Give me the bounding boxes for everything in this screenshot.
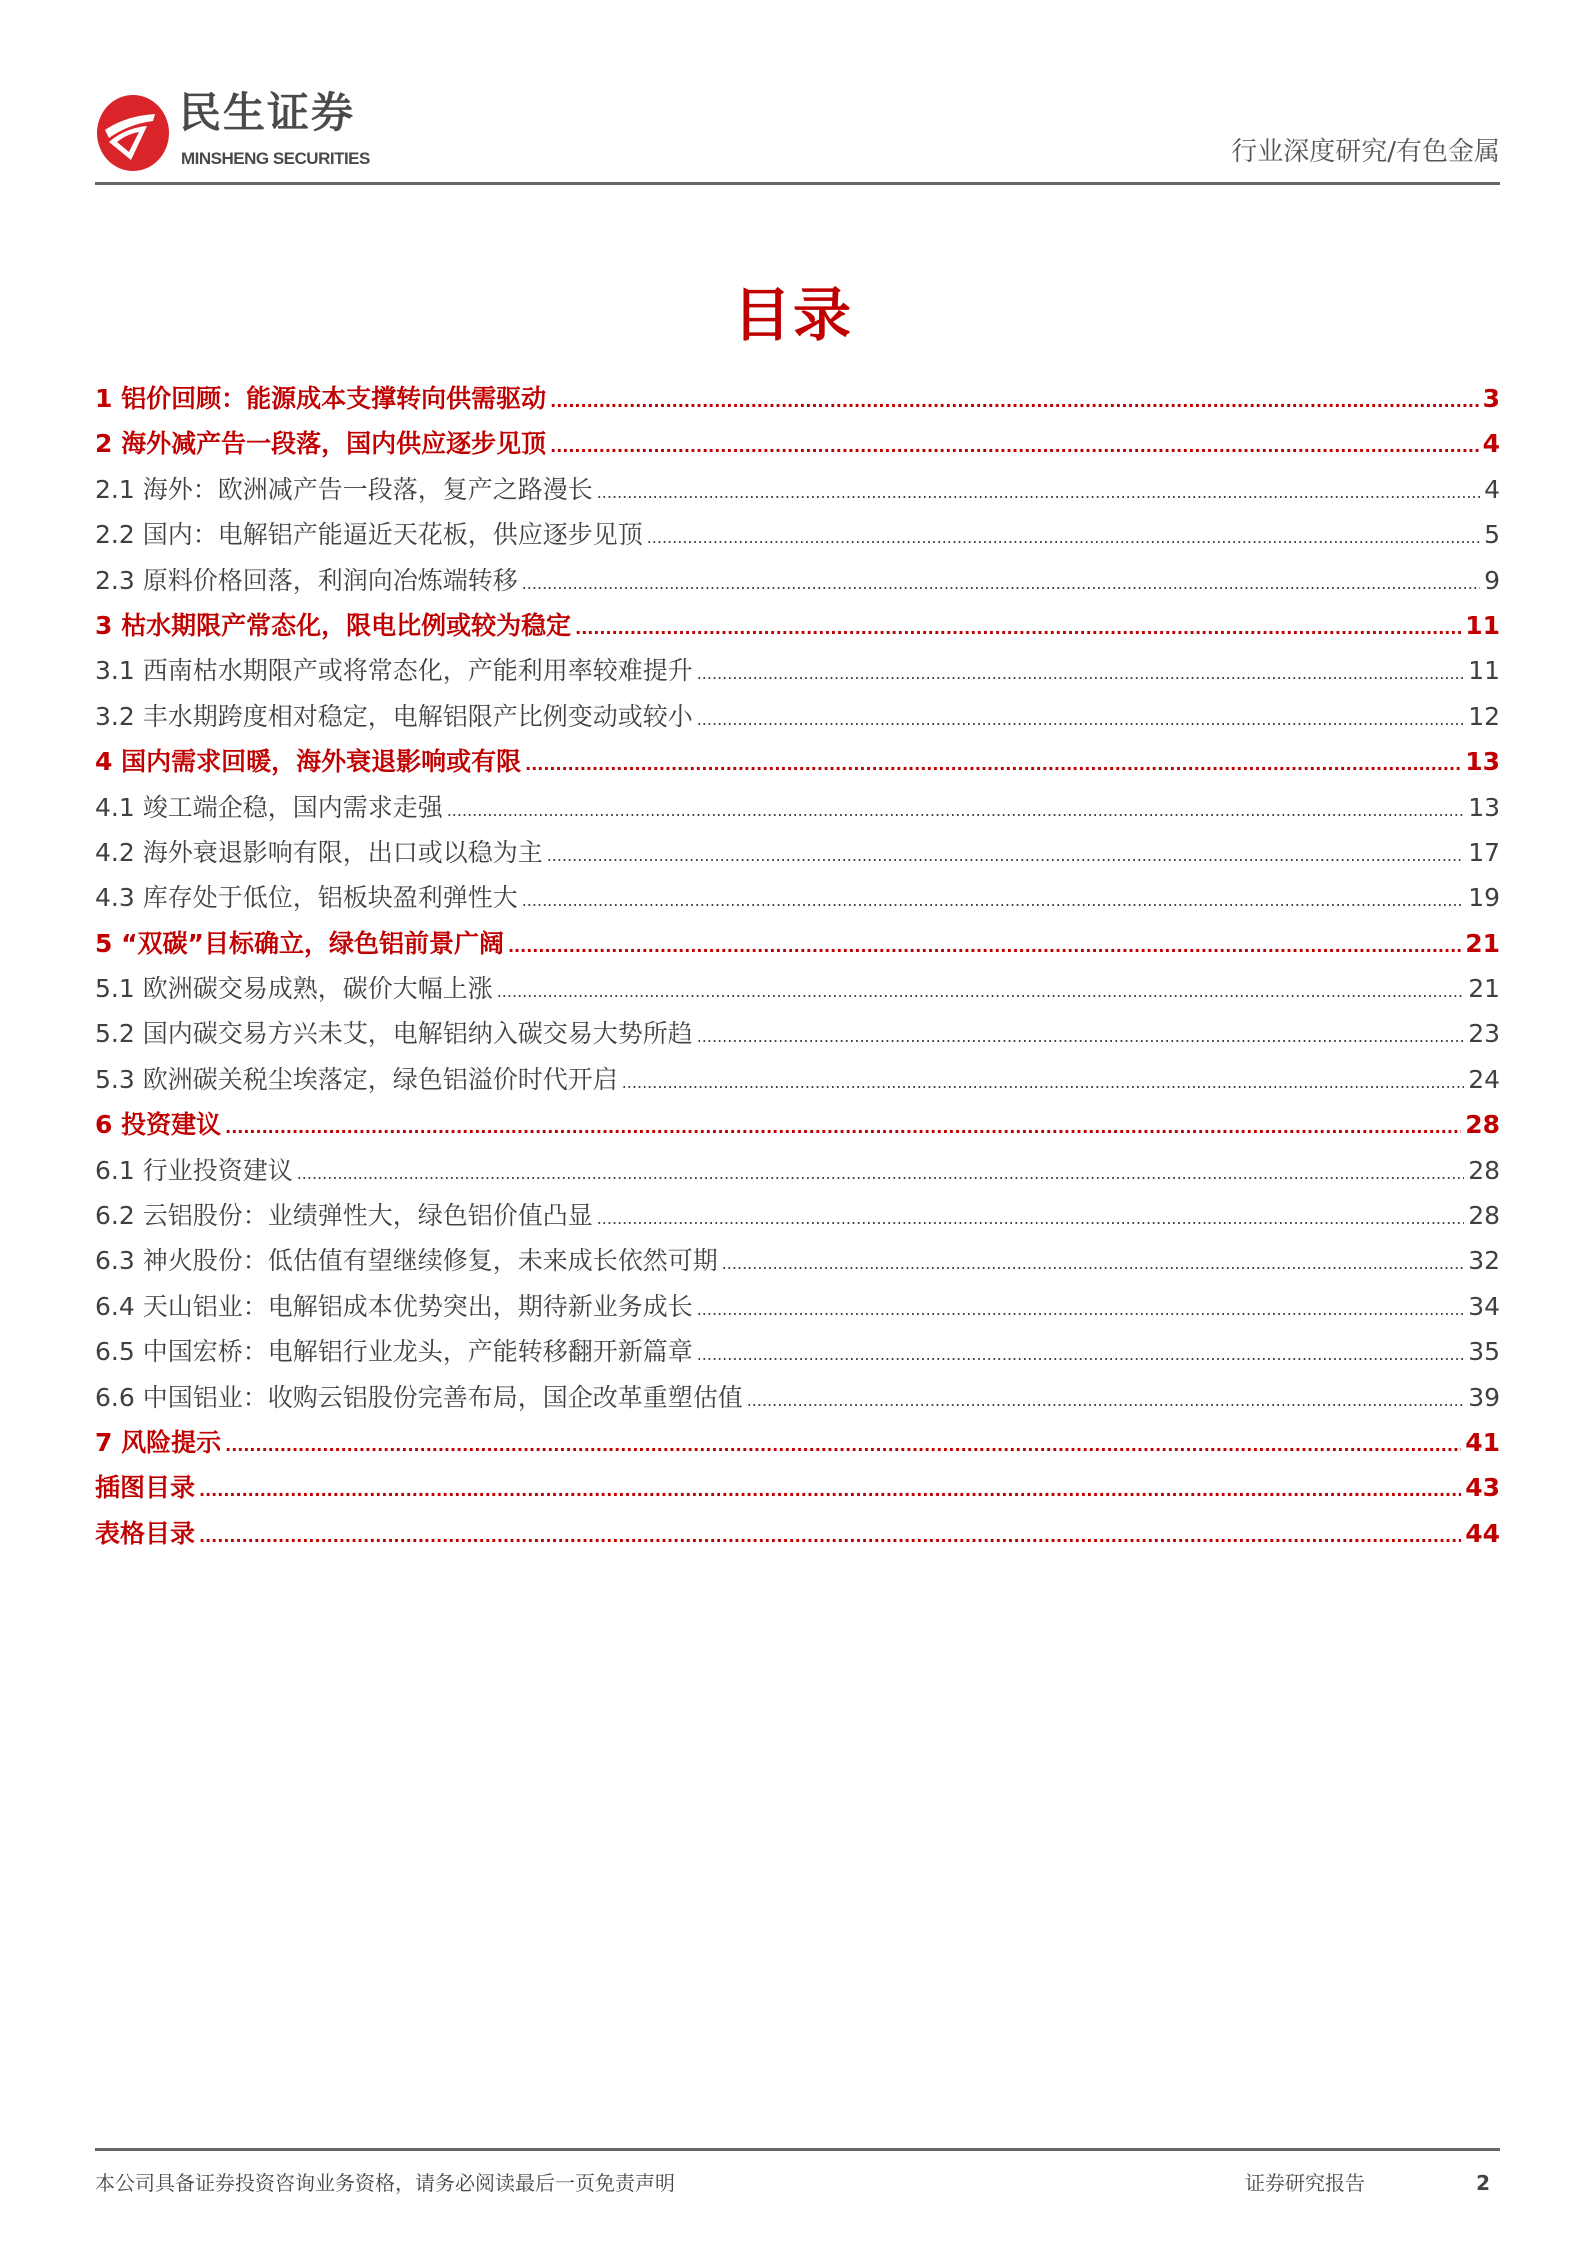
toc-entry[interactable] xyxy=(95,384,1500,429)
toc-leader-dots xyxy=(697,656,1464,686)
toc-entry-page[interactable]: 21 xyxy=(1465,928,1500,958)
toc-entry-page[interactable]: 4 xyxy=(1484,474,1500,504)
toc-leader-dots xyxy=(550,384,1478,414)
toc-entry-label[interactable]: 2.1 海外：欧洲减产告一段落，复产之路漫长 xyxy=(95,474,593,504)
toc-entry-label[interactable]: 5.1 欧洲碳交易成熟，碳价大幅上涨 xyxy=(95,974,493,1004)
toc-leader-dots xyxy=(297,1156,1464,1186)
toc-entry-label[interactable]: 4.3 库存处于低位，铝板块盈利弹性大 xyxy=(95,883,518,913)
toc-leader-dots xyxy=(597,475,1480,505)
toc-entry-label[interactable]: 5.3 欧洲碳关税尘埃落定，绿色铝溢价时代开启 xyxy=(95,1064,618,1094)
toc-entry-label[interactable]: 插图目录 xyxy=(95,1473,196,1503)
toc-entry-page[interactable]: 13 xyxy=(1465,747,1500,777)
toc-leader-dots xyxy=(525,747,1461,777)
toc-entry[interactable] xyxy=(95,702,1500,747)
footer-disclaimer: 本公司具备证券投资咨询业务资格，请务必阅读最后一页免责声明 xyxy=(95,2171,675,2195)
toc-entry-label[interactable]: 6.2 云铝股份：业绩弹性大，绿色铝价值凸显 xyxy=(95,1201,593,1231)
toc-entry-label[interactable]: 3 枯水期限产常态化，限电比例或较为稳定 xyxy=(95,610,572,640)
toc-entry-label[interactable]: 3.1 西南枯水期限产或将常态化，产能利用率较难提升 xyxy=(95,656,693,686)
toc-leader-dots xyxy=(697,1019,1464,1049)
toc-entry[interactable] xyxy=(95,611,1500,656)
toc-leader-dots xyxy=(575,611,1461,641)
report-category: 行业深度研究/有色金属 xyxy=(1231,137,1500,167)
toc-entry[interactable] xyxy=(95,1428,1500,1473)
toc-leader-dots xyxy=(550,429,1478,459)
toc-entry-page[interactable]: 35 xyxy=(1468,1337,1500,1367)
toc-entry-label[interactable]: 5 “双碳”目标确立，绿色铝前景广阔 xyxy=(95,928,504,958)
toc-entry-page[interactable]: 41 xyxy=(1465,1427,1500,1457)
toc-entry-label[interactable]: 5.2 国内碳交易方兴未艾，电解铝纳入碳交易大势所趋 xyxy=(95,1019,693,1049)
toc-entry-page[interactable]: 21 xyxy=(1468,974,1500,1004)
toc-entry-page[interactable]: 28 xyxy=(1468,1201,1500,1231)
toc-leader-dots xyxy=(508,929,1461,959)
toc-leader-dots xyxy=(497,974,1464,1004)
toc-leader-dots xyxy=(722,1246,1464,1276)
toc-entry[interactable] xyxy=(95,1337,1500,1382)
toc-entry[interactable] xyxy=(95,838,1500,883)
toc-leader-dots xyxy=(447,793,1464,823)
toc-leader-dots xyxy=(199,1519,1461,1549)
toc-entry[interactable] xyxy=(95,1473,1500,1518)
toc-entry-label[interactable]: 2 海外减产告一段落，国内供应逐步见顶 xyxy=(95,429,547,459)
toc-leader-dots xyxy=(522,566,1480,596)
toc-entry[interactable] xyxy=(95,1292,1500,1337)
toc-leader-dots xyxy=(522,883,1464,913)
toc-leader-dots xyxy=(697,1337,1464,1367)
toc-entry-page[interactable]: 23 xyxy=(1468,1019,1500,1049)
toc-entry-label[interactable]: 3.2 丰水期跨度相对稳定，电解铝限产比例变动或较小 xyxy=(95,701,693,731)
toc-entry[interactable] xyxy=(95,974,1500,1019)
toc-leader-dots xyxy=(747,1383,1464,1413)
toc-entry-page[interactable]: 44 xyxy=(1465,1518,1500,1548)
toc-entry-label[interactable]: 6.6 中国铝业：收购云铝股份完善布局，国企改革重塑估值 xyxy=(95,1382,743,1412)
toc-entry-page[interactable]: 4 xyxy=(1482,429,1500,459)
header-divider xyxy=(95,182,1500,185)
toc-leader-dots xyxy=(199,1473,1461,1503)
toc-entry-label[interactable]: 6.3 神火股份：低估值有望继续修复，未来成长依然可期 xyxy=(95,1246,718,1276)
company-logo xyxy=(95,88,395,178)
footer-divider xyxy=(95,2148,1500,2151)
toc-leader-dots xyxy=(647,520,1480,550)
toc-entry-page[interactable]: 34 xyxy=(1468,1291,1500,1321)
toc-entry-page[interactable]: 9 xyxy=(1484,565,1500,595)
toc-entry-label[interactable]: 6.5 中国宏桥：电解铝行业龙头，产能转移翻开新篇章 xyxy=(95,1337,693,1367)
toc-entry-page[interactable]: 13 xyxy=(1468,792,1500,822)
page-title: 目录 xyxy=(732,281,853,349)
toc-entry-page[interactable]: 28 xyxy=(1468,1155,1500,1185)
toc-entry-label[interactable]: 7 风险提示 xyxy=(95,1427,222,1457)
logo-english-name: MINSHENG SECURITIES xyxy=(181,149,370,168)
page-number: 2 xyxy=(1476,2171,1490,2195)
toc-entry[interactable] xyxy=(95,429,1500,474)
toc-entry-page[interactable]: 32 xyxy=(1468,1246,1500,1276)
toc-entry[interactable] xyxy=(95,1156,1500,1201)
footer-report-type: 证券研究报告 xyxy=(1245,2171,1365,2195)
toc-leader-dots xyxy=(547,838,1464,868)
toc-leader-dots xyxy=(225,1110,1461,1140)
toc-entry-label[interactable]: 4.2 海外衰退影响有限，出口或以稳为主 xyxy=(95,837,543,867)
toc-entry[interactable] xyxy=(95,475,1500,520)
toc-entry[interactable] xyxy=(95,520,1500,565)
toc-entry[interactable] xyxy=(95,566,1500,611)
toc-entry[interactable] xyxy=(95,1019,1500,1064)
toc-entry[interactable] xyxy=(95,1110,1500,1155)
table-of-contents xyxy=(95,384,1500,1564)
toc-leader-dots xyxy=(622,1065,1464,1095)
toc-entry-page[interactable]: 12 xyxy=(1468,701,1500,731)
toc-entry[interactable] xyxy=(95,1519,1500,1564)
toc-entry-label[interactable]: 4.1 竣工端企稳，国内需求走强 xyxy=(95,792,443,822)
toc-leader-dots xyxy=(597,1201,1464,1231)
minsheng-logo-icon xyxy=(95,94,171,172)
toc-entry-label[interactable]: 2.3 原料价格回落，利润向冶炼端转移 xyxy=(95,565,518,595)
toc-entry-label[interactable]: 2.2 国内：电解铝产能逼近天花板，供应逐步见顶 xyxy=(95,520,643,550)
toc-entry-label[interactable]: 6 投资建议 xyxy=(95,1110,222,1140)
toc-entry-page[interactable]: 11 xyxy=(1465,610,1500,640)
toc-entry[interactable] xyxy=(95,929,1500,974)
toc-entry-page[interactable]: 28 xyxy=(1465,1110,1500,1140)
toc-entry-page[interactable]: 3 xyxy=(1482,384,1500,413)
toc-entry-page[interactable]: 43 xyxy=(1465,1473,1500,1503)
toc-leader-dots xyxy=(697,702,1464,732)
toc-entry[interactable] xyxy=(95,747,1500,792)
toc-entry[interactable] xyxy=(95,793,1500,838)
toc-entry-page[interactable]: 19 xyxy=(1468,883,1500,913)
toc-entry[interactable] xyxy=(95,1065,1500,1110)
toc-entry[interactable] xyxy=(95,1246,1500,1291)
toc-entry[interactable] xyxy=(95,1201,1500,1246)
toc-entry[interactable] xyxy=(95,656,1500,701)
logo-chinese-name: 民生证券 xyxy=(179,88,356,137)
toc-entry-page[interactable]: 11 xyxy=(1468,656,1500,686)
toc-entry-label[interactable]: 6.4 天山铝业：电解铝成本优势突出，期待新业务成长 xyxy=(95,1291,693,1321)
toc-entry-label[interactable]: 6.1 行业投资建议 xyxy=(95,1155,293,1185)
toc-entry-label[interactable]: 1 铝价回顾：能源成本支撑转向供需驱动 xyxy=(95,384,547,413)
toc-leader-dots xyxy=(697,1292,1464,1322)
toc-entry-page[interactable]: 5 xyxy=(1484,520,1500,550)
toc-entry-page[interactable]: 24 xyxy=(1468,1064,1500,1094)
toc-entry-page[interactable]: 39 xyxy=(1468,1382,1500,1412)
toc-entry-page[interactable]: 17 xyxy=(1468,837,1500,867)
toc-entry[interactable] xyxy=(95,1383,1500,1428)
toc-entry-label[interactable]: 表格目录 xyxy=(95,1518,196,1548)
toc-leader-dots xyxy=(225,1428,1461,1458)
toc-entry[interactable] xyxy=(95,883,1500,928)
toc-entry-label[interactable]: 4 国内需求回暖，海外衰退影响或有限 xyxy=(95,747,522,777)
